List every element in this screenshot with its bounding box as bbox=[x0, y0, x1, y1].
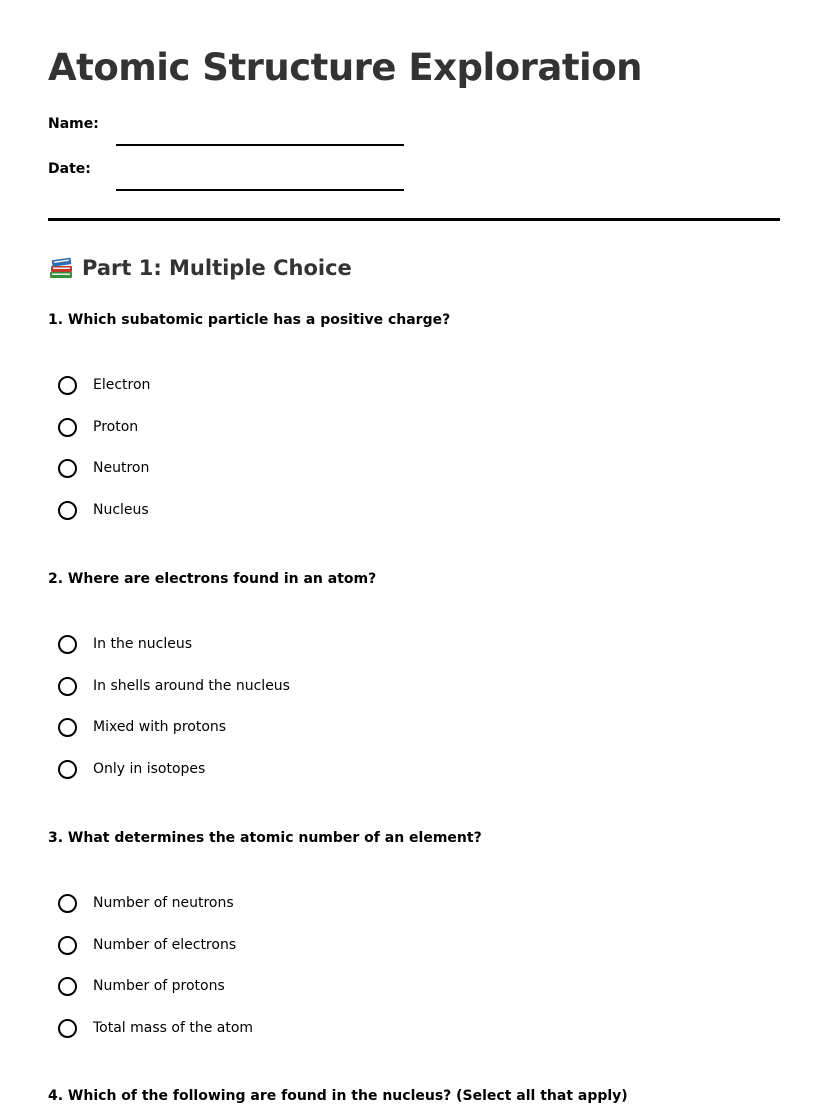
option-label: Proton bbox=[93, 419, 139, 435]
radio-button[interactable] bbox=[58, 501, 77, 520]
date-field-row bbox=[48, 161, 448, 191]
option-number-of-protons[interactable] bbox=[58, 974, 225, 998]
option-label: Mixed with protons bbox=[93, 719, 227, 735]
radio-button[interactable] bbox=[58, 677, 77, 696]
radio-button[interactable] bbox=[58, 718, 77, 737]
question-text: 4. Which of the following are found in the nucleus? (Select all that apply) bbox=[48, 1088, 628, 1104]
question-text: 2. Where are electrons found in an atom? bbox=[48, 571, 377, 587]
name-input-line[interactable] bbox=[116, 144, 404, 146]
page-title: Atomic Structure Exploration bbox=[48, 46, 642, 89]
radio-button[interactable] bbox=[58, 459, 77, 478]
radio-button[interactable] bbox=[58, 977, 77, 996]
question-text: 3. What determines the atomic number of an element? bbox=[48, 830, 482, 846]
option-nucleus[interactable] bbox=[58, 498, 149, 522]
radio-button[interactable] bbox=[58, 936, 77, 955]
option-label: Neutron bbox=[93, 460, 150, 476]
option-label: Nucleus bbox=[93, 502, 149, 518]
radio-button[interactable] bbox=[58, 376, 77, 395]
option-proton[interactable] bbox=[58, 415, 138, 439]
option-label: Electron bbox=[93, 377, 151, 393]
date-label: Date: bbox=[48, 161, 91, 177]
section-heading-text: Part 1: Multiple Choice bbox=[82, 256, 352, 280]
books-icon bbox=[48, 256, 74, 280]
option-total-mass[interactable] bbox=[58, 1016, 253, 1040]
option-label: Number of protons bbox=[93, 978, 225, 994]
option-electron[interactable] bbox=[58, 373, 150, 397]
name-field-row bbox=[48, 116, 448, 146]
option-neutron[interactable] bbox=[58, 456, 149, 480]
option-label: Only in isotopes bbox=[93, 761, 206, 777]
option-label: Total mass of the atom bbox=[93, 1020, 254, 1036]
option-label: Number of electrons bbox=[93, 937, 237, 953]
question-text: 1. Which subatomic particle has a positive charge? bbox=[48, 312, 451, 328]
radio-button[interactable] bbox=[58, 1019, 77, 1038]
option-mixed-with-protons[interactable] bbox=[58, 715, 226, 739]
radio-button[interactable] bbox=[58, 418, 77, 437]
option-number-of-electrons[interactable] bbox=[58, 933, 236, 957]
header-divider bbox=[48, 218, 780, 221]
option-in-shells[interactable] bbox=[58, 674, 290, 698]
option-in-the-nucleus[interactable] bbox=[58, 632, 192, 656]
option-only-in-isotopes[interactable] bbox=[58, 757, 205, 781]
option-label: Number of neutrons bbox=[93, 895, 234, 911]
option-label: In shells around the nucleus bbox=[93, 678, 290, 694]
option-label: In the nucleus bbox=[93, 636, 192, 652]
radio-button[interactable] bbox=[58, 760, 77, 779]
date-input-line[interactable] bbox=[116, 189, 404, 191]
option-number-of-neutrons[interactable] bbox=[58, 891, 234, 915]
radio-button[interactable] bbox=[58, 894, 77, 913]
section-heading bbox=[48, 256, 352, 280]
name-label: Name: bbox=[48, 116, 99, 132]
radio-button[interactable] bbox=[58, 635, 77, 654]
